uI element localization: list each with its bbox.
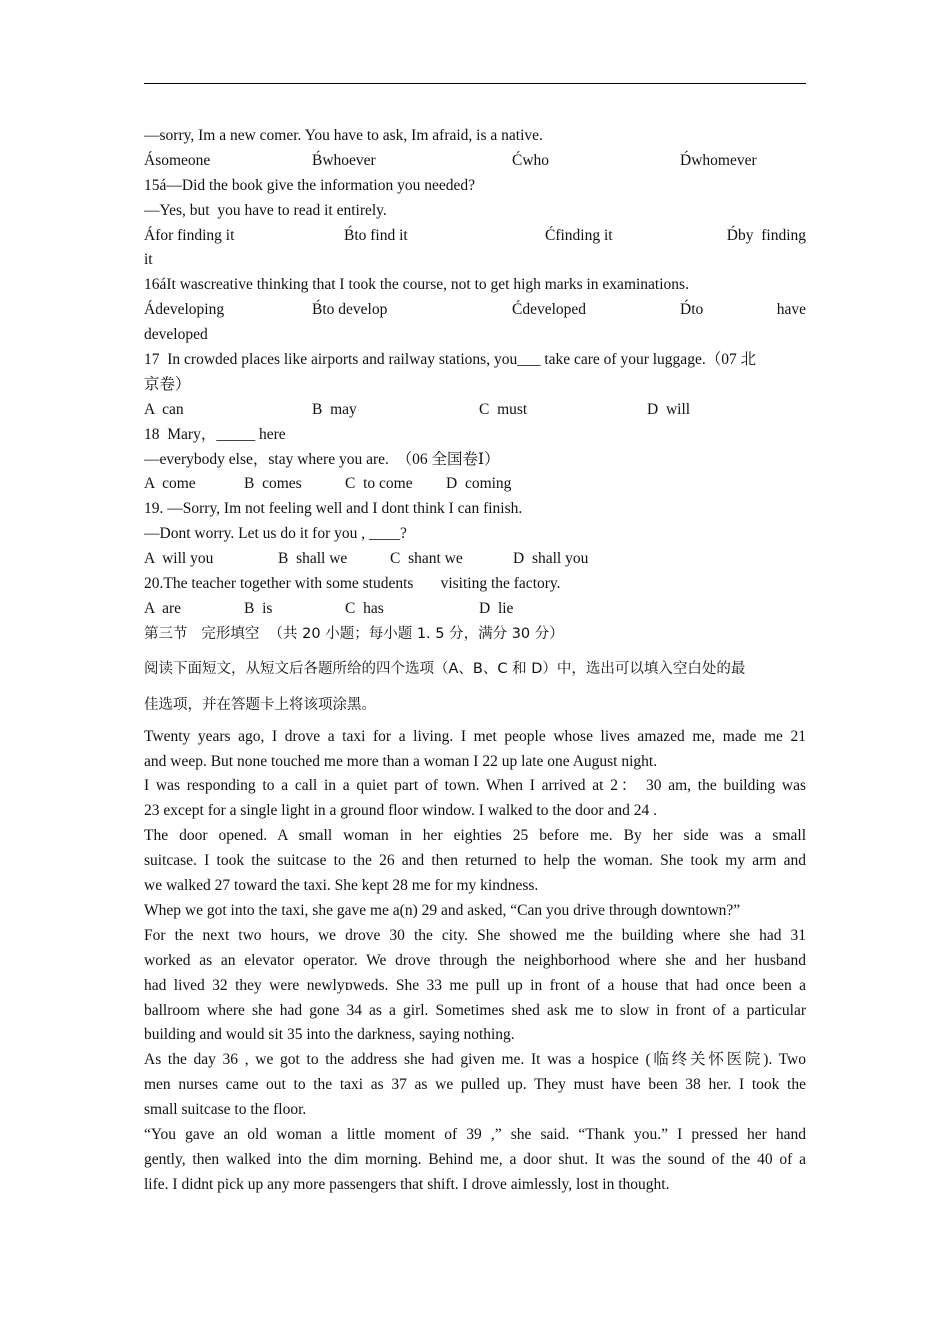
q19-options: [144, 547, 806, 572]
passage-p5-line1: For the next two hours, we drove 30 the city. She showed me the building where she had 31: [144, 926, 806, 944]
q19-option-a: A will you: [144, 550, 214, 568]
passage-p6-line3: small suitcase to the floor.: [144, 1101, 307, 1119]
q17-stem: 17 In crowded places like airports and railway stations, you___ take care of your luggage.（07 北: [144, 351, 757, 369]
q20-options: [144, 597, 806, 622]
q19-option-c: C shant we: [390, 550, 463, 568]
q15-reply: —Yes, but you have to read it entirely.: [144, 201, 387, 219]
q19-stem: 19. —Sorry, Im not feeling well and I dont think I can finish.: [144, 500, 523, 518]
passage-p4-line1: Whep we got into the taxi, she gave me a(n) 29 and asked, “Can you drive through downtown?”: [144, 901, 741, 919]
q15-option-c: Ćfinding it: [545, 226, 613, 244]
q15-option-b: B́to find it: [344, 226, 408, 244]
passage-p1-line2: and weep. But none touched me more than a woman I 22 up late one August night.: [144, 752, 658, 770]
q18-options: [144, 472, 806, 497]
passage-p5-line3: had lived 32 they were newlyɒweds. She 33 me pull up in front of a house that had once been a: [144, 976, 806, 994]
q20-option-c: C has: [345, 599, 384, 617]
passage-p3-line2: suitcase. I took the suitcase to the 26 and then returned to help the woman. She took my arm and: [144, 852, 806, 870]
q14-option-b: B́whoever: [312, 151, 376, 169]
q18-stem: 18 Mary，_____ here: [144, 425, 286, 443]
q16-option-d: D́to: [680, 301, 704, 319]
section3-heading: 第三节 完形填空 （共 20 小题；每小题 1. 5 分，满分 30 分）: [144, 625, 564, 642]
section3-instruction-line1: 阅读下面短文，从短文后各题所给的四个选项（A、B、C 和 D）中，选出可以填入空白处的最: [144, 660, 746, 677]
q14-option-d: D́whomever: [680, 151, 757, 169]
q14-option-a: Ásomeone: [144, 151, 211, 169]
q17-option-a: A can: [144, 400, 184, 418]
passage-p3-line1: The door opened. A small woman in her eighties 25 before me. By her side was a small: [144, 827, 806, 845]
q20-stem: 20.The teacher together with some students visiting the factory.: [144, 575, 561, 593]
q17-stem-cont: 京卷）: [144, 375, 191, 393]
q14-stem: —sorry, Im a new comer. You have to ask, Im afraid, is a native.: [144, 127, 543, 144]
passage-p5-line2: worked as an elevator operator. We drove through the neighborhood where she and her husband: [144, 951, 806, 969]
section3-instruction-line2: 佳选项，并在答题卡上将该项涂黑。: [144, 696, 376, 713]
q17-option-b: B may: [312, 400, 357, 418]
q16-option-b: B́to develop: [312, 301, 388, 319]
passage-p2-line1: I was responding to a call in a quiet part of town. When I arrived at 2： 30 am, the building was: [144, 777, 806, 795]
q18-reply: —everybody else，stay where you are. （06 全国卷Ⅰ）: [144, 450, 500, 468]
passage-p3-line3: we walked 27 toward the taxi. She kept 28 me for my kindness.: [144, 877, 539, 895]
passage-p7-line3: life. I didnt pick up any more passengers that shift. I drove aimlessly, lost in thought.: [144, 1175, 670, 1193]
cloze-passage: [144, 725, 806, 1198]
passage-p5-line5: building and would sit 35 into the darkness, saying nothing.: [144, 1026, 515, 1044]
q18-option-a: A come: [144, 475, 196, 493]
q18-option-b: B comes: [244, 475, 302, 493]
passage-p6-line2: men nurses came out to the taxi as 37 as we pulled up. They must have been 38 her. I took the: [144, 1076, 806, 1094]
q18-option-c: C to come: [345, 475, 413, 493]
q18-option-d: D coming: [446, 475, 512, 493]
q17-options: [144, 398, 806, 423]
q16-option-a: Ádeveloping: [144, 301, 225, 319]
q16-options: [144, 298, 806, 323]
q19-reply: —Dont worry. Let us do it for you , ____?: [144, 525, 407, 543]
document-body: [144, 124, 806, 1198]
q14-options: [144, 149, 806, 174]
q15-option-d-wrap: it: [144, 251, 153, 269]
q19-option-b: B shall we: [278, 550, 348, 568]
passage-p5-line4: ballroom where she had gone 34 as a girl. Sometimes shed ask me to slow in front of a particular: [144, 1001, 806, 1019]
passage-p2-line2: 23 except for a single light in a ground floor window. I walked to the door and 24 .: [144, 802, 657, 820]
q19-option-d: D shall you: [513, 550, 589, 568]
q15-option-a: Áfor finding it: [144, 226, 235, 244]
q20-option-a: A are: [144, 599, 182, 617]
q16-stem: 16áIt wascreative thinking that I took the course, not to get high marks in examinations.: [144, 276, 689, 294]
q16-option-d-wrap: developed: [144, 326, 208, 344]
q15-option-d: D́by finding: [726, 226, 806, 244]
q17-option-c: C must: [479, 400, 528, 418]
q15-stem: 15á—Did the book give the information you needed?: [144, 176, 476, 194]
q20-option-d: D lie: [479, 599, 514, 617]
passage-p7-line2: gently, then walked into the dim morning. Behind me, a door shut. It was the sound of the 40 of a: [144, 1150, 806, 1168]
passage-p7-line1: “You gave an old woman a little moment of 39 ,” she said. “Thank you.” I pressed her hand: [144, 1125, 806, 1143]
header-rule: [144, 83, 806, 84]
q17-option-d: D will: [647, 400, 691, 418]
q14-option-c: Ćwho: [512, 151, 550, 169]
q20-option-b: B is: [244, 599, 273, 617]
q16-option-c: Ćdeveloped: [512, 301, 587, 319]
passage-p1-line1: Twenty years ago, I drove a taxi for a living. I met people whose lives amazed me, made me 21: [144, 727, 806, 745]
passage-p6-line1: As the day 36 , we got to the address she had given me. It was a hospice (临终关怀医院). Two: [144, 1051, 806, 1069]
q16-option-d-cont: have: [776, 301, 806, 319]
q15-options: [144, 224, 806, 249]
